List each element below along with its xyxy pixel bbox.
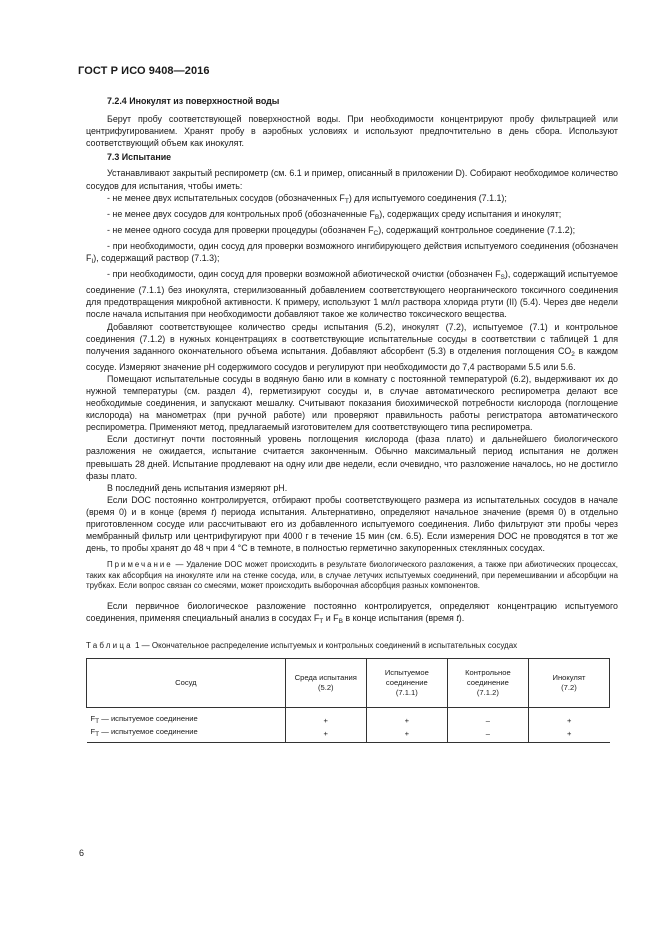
document-body <box>86 95 618 743</box>
table-row <box>87 727 610 743</box>
cell-vessel: FT — испытуемое соединение <box>87 708 286 728</box>
table-row <box>87 708 610 728</box>
header-medium: Среда испытания (5.2) <box>285 659 366 708</box>
list-item-abiotic-check: - при необходимости, один сосуд для проверки возможной абиотической очистки (обозначен $F_S$), содержащий испытуемое соединение (7.1.1) без инокулята, стерилизованный добавлением соответствующего неорганического токсичного соединения для предотвращения микробной активности. К примеру, используют 1 мл/л раствора хлорида ртути (II) (5.4). Через две недели после начала испытания при необходимости добавляют такое же количество токсического вещества. <box>86 269 618 320</box>
table-caption: Таблица 1 — Окончательное распределение испытуемых и контрольных соединений в испытательных сосудах <box>86 641 518 651</box>
cell-test-substance: + <box>366 727 447 743</box>
cell-medium: + <box>285 708 366 728</box>
note-doc-removal: Примечание — Удаление DOC может происходить в результате биологического разложения, а также при абиотических процессах, таких как абсорбция на инокуляте или на стенке сосуда, или, в случае летучих испытуемых соединений, при перемешивании и абсорбции на трубках. Если вопрос связан со смесями, может происходить выборочная абсорбция разных компонентов. <box>86 560 618 591</box>
cell-test-substance: + <box>366 708 447 728</box>
cell-vessel: FT — испытуемое соединение <box>87 727 286 743</box>
paragraph-doc-sampling: Если DOC постоянно контролируется, отбирают пробы соответствующего размера из испытательных сосудов в начале (время 0) и в конце (время t) периода испытания. Альтернативно, определяют начальное значение (время 0) в отдельно приготовленном сосуде или рассчитывают его из добавленного испытуемого соединения. Либо фильтруют эти пробы через мембранный фильтр или центрифугируют при 4000 г в течение 15 мин (см. 6.5). Если измерения DOC не проводятся в тот же день, то пробы хранят до 48 ч при 4 °С в темноте, в полностью герметично закупоренных стеклянных сосудах. <box>86 494 619 554</box>
cell-inoculum: + <box>566 715 572 725</box>
cell-medium: + <box>285 727 366 743</box>
distribution-table <box>86 658 610 743</box>
paragraph-add-medium: Добавляют соответствующее количество среды испытания (5.2), инокулят (7.2), испытуемое (7.1) и контрольное соединения (7.1.2) в нужных концентрациях в соответствующие испытательные сосуды в соответствии с таблицей 1 для получения заданного окончательного объема испытания. Добавляют абсорбент (5.3) в отделения поглощения $CO_2$ в каждом сосуде. Измеряют значение pH содержимого сосудов и регулируют при необходимости до 7,4 растворами 5.5 или 5.6. <box>86 321 618 372</box>
cell-reference-substance: – <box>447 727 528 743</box>
document-header: ГОСТ Р ИСО 9408—2016 <box>78 65 210 77</box>
list-item-procedure-check: - не менее одного сосуда для проверки процедуры (обозначен $F_C$), содержащий контрольное соединение (7.1.2); <box>107 224 576 237</box>
header-vessel: Сосуд <box>87 659 286 708</box>
paragraph-test-intro: Устанавливают закрытый респирометр (см. 6.1 и пример, описанный в приложении D). Собирают необходимое количество сосудов для испытания, чтобы иметь: <box>86 168 618 191</box>
header-reference-substance: Контрольное соединение (7.1.2) <box>447 659 528 708</box>
page-number: 6 <box>79 848 85 858</box>
list-item-inhibition-check: - при необходимости, один сосуд для проверки возможного ингибирующего действия испытуемого соединения (обозначен $F_I$), содержащий раствор (7.1.3); <box>86 240 618 266</box>
header-inoculum: Инокулят (7.2) <box>528 659 609 708</box>
cell-reference-substance: – <box>447 708 528 728</box>
paragraph-plateau: Если достигнут почти постоянный уровень поглощения кислорода (фаза плато) и дальнейшего биологического разложения не ожидается, испытание считается законченным. Обычно максимальный период испытания не должен превышать 28 дней. Испытание продлевают на одну или две недели, если очевидно, что разложение началось, но не достигло фазы плато. <box>86 434 618 481</box>
section-heading-7-3: 7.3 Испытание <box>107 152 172 163</box>
table-header-row <box>87 659 610 708</box>
section-heading-7-2-4: 7.2.4 Инокулят из поверхностной воды <box>107 96 280 106</box>
list-item-test-vessels: - не менее двух испытательных сосудов (обозначенных $F_T$) для испытуемого соединения (7.1.1); <box>107 192 507 205</box>
paragraph-last-day: В последний день испытания измеряют pH. <box>107 482 288 493</box>
paragraph-primary-degradation: Если первичное биологическое разложение постоянно контролируется, определяют концентрацию испытуемого соединения, применяя специальный анализ в сосудах $F_T$ и $F_B$ в конце испытания (время t). <box>86 601 618 626</box>
cell-inoculum: + <box>528 727 609 743</box>
paragraph-inoculum: Берут пробу соответствующей поверхностной воды. При необходимости концентрируют пробу фильтрацией или центрифугированием. Хранят пробу в аэробных условиях и используют предпочтительно в день сбора. Используют соответствующий объем как инокулят. <box>86 114 618 149</box>
note-label: Примечание <box>107 560 173 570</box>
list-item-blank-vessels: - не менее двух сосудов для контрольных проб (обозначенные $F_B$), содержащих среду испытания и инокулят; <box>107 208 562 221</box>
header-test-substance: Испытуемое соединение (7.1.1) <box>366 659 447 708</box>
paragraph-place-vessels: Помещают испытательные сосуды в водяную баню или в комнату с постоянной температурой (6.2), выдерживают их до нужной температуры (см. раздел 4), герметизируют сосуды и, в случае автоматического респирометра делают все необходимые соединения, и запускают мешалку. Считывают показания биохимической потребности кислорода (поглощение кислорода) на манометрах (при ручной работе) или проверяют правильность работы регистратора автоматического респирометра. Применяют метод, предлагаемый изготовителем для соответствующего типа респирометра. <box>86 373 618 433</box>
